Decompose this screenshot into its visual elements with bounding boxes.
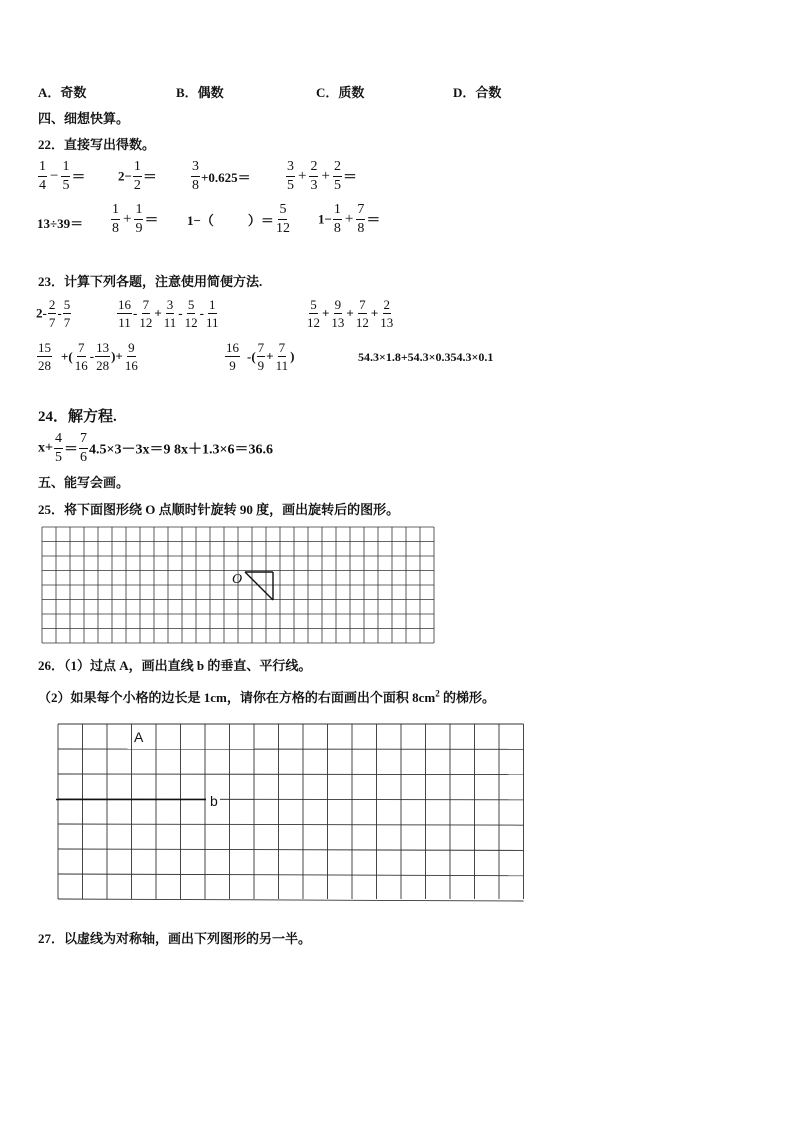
grid-line-horizontal [58,899,524,901]
q22-expr-2: 2− $\frac{1}{2}$ ＝ [118,159,157,193]
q22-expr-3: $\frac{3}{8}$ +0.625＝ [192,159,251,193]
q23-expr-4: $\frac{15}{28}$ +( $\frac{7}{16}$ - $\frac{13}{28}$ )+ $\frac{9}{16}$ [38,340,138,373]
q23-expr-2: $\frac{16}{11}$ - $\frac{7}{12}$ + $\frac{3}{11}$ - $\frac{5}{12}$ - $\frac{1}{11}$ [118,297,219,330]
q23-title: 23．计算下列各题，注意使用简便方法. [38,274,263,289]
q23-expr-6: 54.3×1.8+54.3×0.354.3×0.1 [358,350,494,364]
grid-line-horizontal [58,774,524,775]
q26-line-1: 26．（1）过点 A，画出直线 b 的垂直、平行线。 [38,658,312,673]
choice-a: A．奇数 [38,85,87,100]
choice-c: C．质数 [316,85,365,100]
q22-expr-4: $\frac{3}{5}$ + $\frac{2}{3}$ + $\frac{2}{5}$ ＝ [287,159,357,193]
choice-b: B．偶数 [176,85,224,100]
q22-title: 22．直接写出得数。 [38,137,156,152]
grid-line-horizontal [58,824,524,825]
choice-d: D．合数 [453,85,502,100]
q23-expr-3: $\frac{5}{12}$ + $\frac{9}{13}$ + $\frac{7}{12}$ + $\frac{2}{13}$ [307,297,394,330]
q22-expr-1: $\frac{1}{4}$ − $\frac{1}{5}$ ＝ [39,159,86,193]
q22-expr-6: $\frac{1}{8}$ + $\frac{1}{9}$ ＝ [112,202,159,236]
q25-point-o-label: O [232,572,243,587]
q22-expr-5: 13÷39＝ [37,216,84,231]
q26-label-b: b [210,793,218,809]
q22-expr-7: 1−（ ）＝ $\frac{5}{12}$ [187,202,290,236]
q24-title: 24．解方程. [38,409,117,425]
q27-title: 27．以虚线为对称轴，画出下列图形的另一半。 [38,931,312,946]
q25-grid [40,525,435,645]
q25-title: 25．将下面图形绕 O 点顺时针旋转 90 度，画出旋转后的图形。 [38,502,400,517]
q24-equations: x+ $\frac{4}{5}$ ＝ $\frac{7}{6}$ 4.5×3－3x＝9 8x＋1.3×6＝36.6 [38,431,273,465]
q26-point-a-label: A [134,729,144,745]
q26-grid [56,720,526,905]
q23-expr-1: 2- $\frac{2}{7}$ - $\frac{5}{7}$ [36,297,71,330]
grid-line-horizontal [58,874,524,876]
section-4-heading: 四、细想快算。 [38,111,130,126]
q26-line-2: （2）如果每个小格的边长是 1cm，请你在方格的右面画出个面积 $8cm^2$ 的梯形。 [38,688,495,705]
q23-expr-5: $\frac{16}{9}$ -( $\frac{7}{9}$ + $\frac{7}{11}$ ) [226,340,295,373]
grid-line-horizontal [58,849,524,850]
section-5-heading: 五、能写会画。 [38,475,130,490]
q22-expr-8: 1− $\frac{1}{8}$ + $\frac{7}{8}$ ＝ [318,202,381,236]
q25-shape-diagonal-edge [245,572,273,600]
